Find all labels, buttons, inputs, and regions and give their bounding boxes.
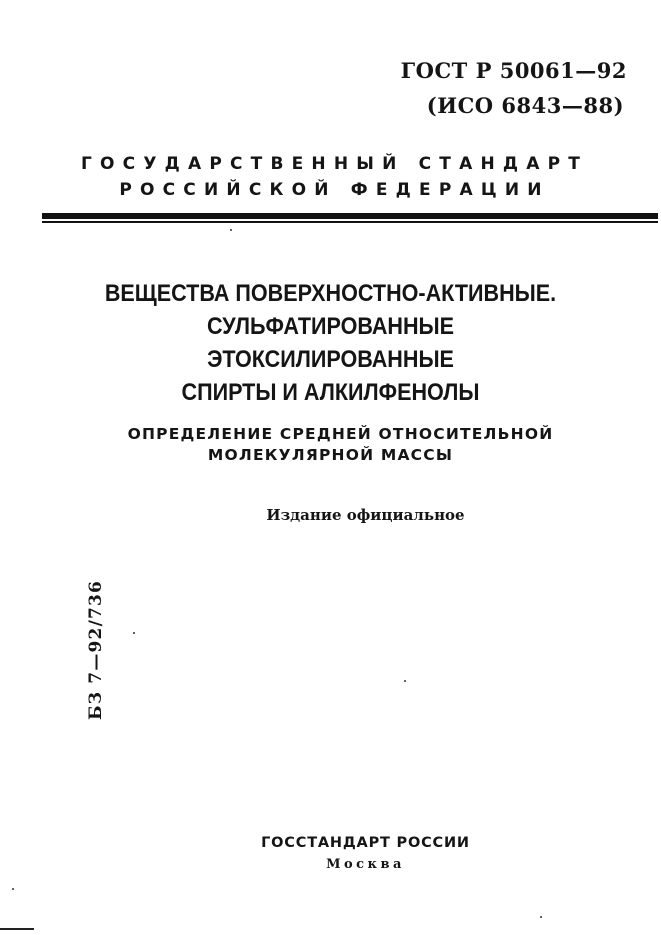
state-standard-line-1: ГОСУДАРСТВЕННЫЙ СТАНДАРТ <box>80 154 589 174</box>
city: Москва <box>326 857 405 872</box>
gost-number: ГОСТ Р 50061—92 <box>400 58 627 83</box>
subtitle-line-1: ОПРЕДЕЛЕНИЕ СРЕДНЕЙ ОТНОСИТЕЛЬНОЙ <box>127 425 554 443</box>
paper-speck <box>12 888 14 890</box>
paper-speck <box>230 229 232 231</box>
title-line-1: ВЕЩЕСТВА ПОВЕРХНОСТНО-АКТИВНЫЕ. <box>104 280 557 307</box>
paper-speck <box>133 632 135 634</box>
paper-speck <box>540 916 542 918</box>
page-edge-mark <box>0 928 34 930</box>
title-line-3: ЭТОКСИЛИРОВАННЫЕ <box>207 346 454 373</box>
paper-speck <box>404 680 406 682</box>
edition-label: Издание официальное <box>266 506 465 524</box>
publisher: ГОССТАНДАРТ РОССИИ <box>261 835 470 851</box>
subtitle-line-2: МОЛЕКУЛЯРНОЙ МАССЫ <box>207 446 454 464</box>
title-line-2: СУЛЬФАТИРОВАННЫЕ <box>206 313 455 340</box>
iso-number: (ИСО 6843—88) <box>426 93 624 118</box>
header-rule-thick <box>42 213 658 219</box>
catalog-code: БЗ 7—92/736 <box>86 579 106 720</box>
title-line-4: СПИРТЫ И АЛКИЛФЕНОЛЫ <box>181 379 480 406</box>
state-standard-line-2: РОССИЙСКОЙ ФЕДЕРАЦИИ <box>119 180 550 200</box>
header-rule-thin <box>42 221 658 223</box>
